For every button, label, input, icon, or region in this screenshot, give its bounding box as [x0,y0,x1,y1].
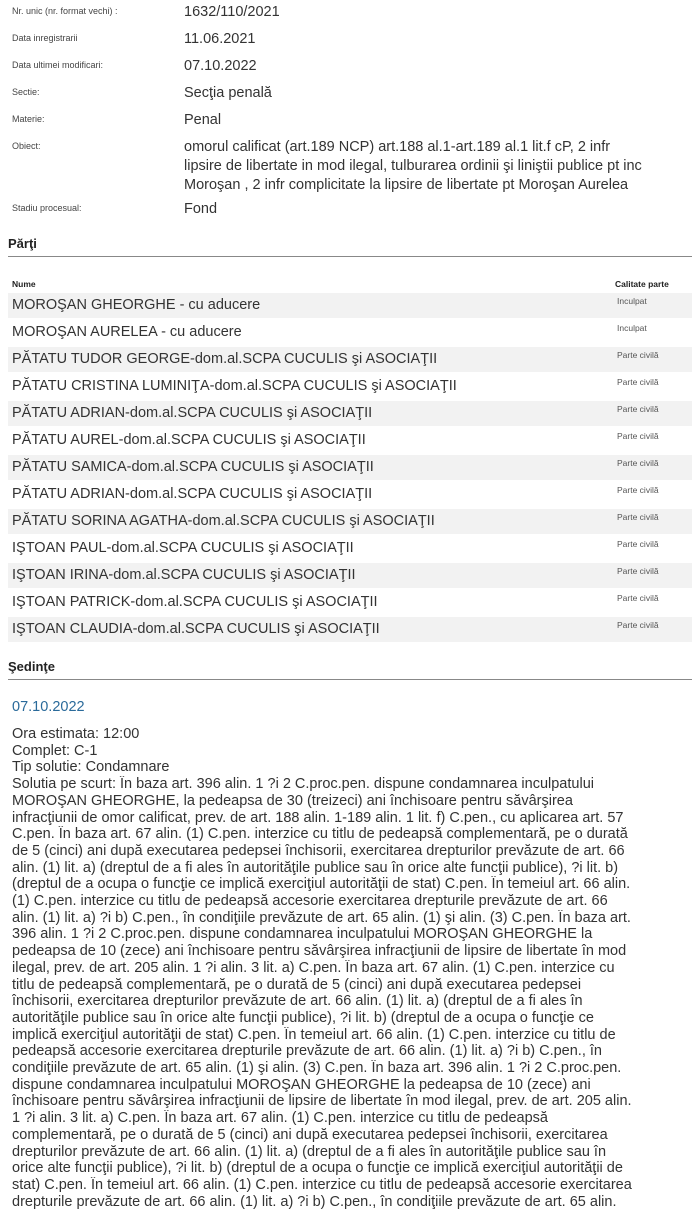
table-row [8,293,692,318]
party-calitate: Parte civilă [617,593,659,603]
party-name: IŞTOAN PAUL-dom.al.SCPA CUCULIS şi ASOCIAŢII [12,540,354,556]
party-name: IŞTOAN PATRICK-dom.al.SCPA CUCULIS şi ASOCIAŢII [12,594,378,610]
sedinta-line: MOROŞAN GHEORGHE, la pedeapsa de 30 (treizeci) ani închisoare pentru săvârşirea [12,792,573,809]
sedinta-line: orice alte funcţii publice), ?i lit. b) (dreptul de a ocupa o funcţie ce implică exerciţiul autorităţii de [12,1160,623,1177]
party-calitate: Inculpat [617,323,647,333]
parti-table-header [8,275,692,295]
info-row-nr-unic [0,3,700,27]
info-row-data-inregistrarii [0,30,700,54]
party-name: PĂTATU CRISTINA LUMINIŢA-dom.al.SCPA CUCULIS şi ASOCIAŢII [12,378,457,394]
info-label: Data inregistrarii [12,33,78,43]
sedinta-line: implică exerciţiul autorităţii de stat) C.pen. În temeiul art. 66 alin. (1) C.pen. interzice cu titlu de [12,1026,616,1043]
party-calitate: Parte civilă [617,566,659,576]
party-name: IŞTOAN CLAUDIA-dom.al.SCPA CUCULIS şi ASOCIAŢII [12,621,380,637]
sedinta-date: 07.10.2022 [12,699,85,715]
parti-title: Părţi [8,236,37,251]
sedinta-line: Solutia pe scurt: În baza art. 396 alin. 1 ?i 2 C.proc.pen. dispune condamnarea inculpatului [12,776,594,793]
table-row [8,374,692,399]
info-label: Materie: [12,114,45,124]
table-row [8,590,692,615]
info-value: Penal [184,112,222,128]
parti-divider [8,256,692,257]
sedinta-line: pedeapsă accesorie exercitarea drepturile prevăzute de art. 66 alin. (1) lit. a) ?i b) C.pen., în [12,1043,602,1060]
party-name: IŞTOAN IRINA-dom.al.SCPA CUCULIS şi ASOCIAŢII [12,567,356,583]
info-label: Sectie: [12,87,40,97]
party-calitate: Parte civilă [617,377,659,387]
col-header-nume: Nume [12,279,36,289]
party-name: PĂTATU SAMICA-dom.al.SCPA CUCULIS şi ASOCIAŢII [12,459,374,475]
sedinta-line: alin. (1) lit. a) (dreptul de a fi ales în autorităţile publice sau în orice alte funcţii publice), ?i lit. b) [12,859,619,876]
info-value: Fond [184,201,218,217]
table-row [8,563,692,588]
party-calitate: Parte civilă [617,512,659,522]
info-label: Nr. unic (nr. format vechi) : [12,6,118,16]
obiect-line: Moroşan , 2 infr complicitate la lipsire de libertate pt Moroşan Aurelea [184,177,629,193]
party-name: PĂTATU ADRIAN-dom.al.SCPA CUCULIS şi ASOCIAŢII [12,405,373,421]
party-calitate: Parte civilă [617,404,659,414]
party-name: MOROŞAN GHEORGHE - cu aducere [12,297,261,313]
sedinta-line: închisorii, exercitarea drepturilor prevăzute de art. 66 alin. (1) lit. a) (dreptul de a fi ales în [12,993,583,1010]
sedinte-divider [8,679,692,680]
table-row [8,509,692,534]
sedinte-title: Şedinţe [8,659,55,674]
sedinta-line: condiţiile prevăzute de art. 65 alin. (1) şi alin. (3) C.pen. În baza art. 396 alin. 1 ?i 2 C.proc.pen. [12,1060,622,1077]
table-row [8,401,692,426]
party-calitate: Parte civilă [617,350,659,360]
party-calitate: Parte civilă [617,431,659,441]
info-row-materie [0,111,700,135]
sedinta-line: drepturilor prevăzute de art. 66 alin. (1) lit. a) (dreptul de a fi ales în autorităţile publice sau în [12,1143,607,1160]
sedinta-line: ilegal, prev. de art. 205 alin. 1 ?i alin. 3 lit. a) C.pen. În baza art. 67 alin. (1) C.pen. interzice cu [12,959,615,976]
info-label: Data ultimei modificari: [12,60,104,70]
info-value-obiect [184,138,689,195]
party-name: MOROŞAN AURELEA - cu aducere [12,324,242,340]
sedinta-line: pedeapsa de 10 (zece) ani închisoare pentru săvârşirea infracţiunii de lipsire de libertate în mod [12,943,627,960]
sedinta-line: titlu de pedeapsă complementară, pe o durată de 5 (cinci) ani după executarea pedepsei [12,976,582,993]
sedinta-line: autorităţile publice sau în orice alte funcţii publice), ?i lit. b) (dreptul de a ocupa o funcţie ce [12,1009,594,1026]
col-header-calitate: Calitate parte [615,279,669,289]
party-name: PĂTATU AUREL-dom.al.SCPA CUCULIS şi ASOCIAŢII [12,432,366,448]
party-calitate: Parte civilă [617,539,659,549]
sedinta-line: (dreptul de a ocupa o funcţie ce implică exerciţiul autorităţii de stat) C.pen. În temeiul art. 66 alin. [12,876,631,893]
table-row [8,320,692,345]
party-name: PĂTATU ADRIAN-dom.al.SCPA CUCULIS şi ASOCIAŢII [12,486,373,502]
sedinta-line: închisoare pentru săvârşirea infracţiunii de lipsire de libertate în mod ilegal, prev. de art. 205 alin. [12,1093,632,1110]
party-calitate: Parte civilă [617,485,659,495]
info-label: Stadiu procesual: [12,203,82,213]
sedinta-line: 396 alin. 1 ?i 2 C.proc.pen. dispune condamnarea inculpatului MOROŞAN GHEORGHE la [12,926,593,943]
sedinta-line: (1) C.pen. interzice cu titlu de pedeapsă accesorie exercitarea drepturile prevăzute de art. 66 [12,893,608,910]
sedinta-line: dispune condamnarea inculpatului MOROŞAN GHEORGHE la pedeapsa de 10 (zece) ani [12,1076,591,1093]
party-calitate: Parte civilă [617,458,659,468]
sedinta-line: de 5 (cinci) ani după executarea pedepsei închisorii, exercitarea drepturilor prevăzute de art. 66 [12,842,625,859]
table-row [8,482,692,507]
sedinta-line: Tip solutie: Condamnare [12,759,170,776]
sedinta-line: complementară, pe o durată de 5 (cinci) ani după executarea pedepsei închisorii, exercitarea [12,1126,608,1143]
info-value: Secţia penală [184,85,272,101]
info-value: 11.06.2021 [184,31,256,47]
sedinta-line: C.pen. În baza art. 67 alin. (1) C.pen. interzice cu titlu de pedeapsă complementară, pe o durată [12,826,628,843]
party-calitate: Inculpat [617,296,647,306]
sedinta-line: Ora estimata: 12:00 [12,726,140,742]
info-value: 1632/110/2021 [184,4,280,20]
info-row-data-ultimei-modificari [0,57,700,81]
table-row [8,347,692,372]
sedinta-line: infracţiunii de omor calificat, prev. de art. 188 alin. 1-189 alin. 1 lit. f) C.pen., cu aplicarea art. 57 [12,809,624,826]
info-row-sectie [0,84,700,108]
sedinta-line: drepturile prevăzute de art. 66 alin. (1) lit. a) ?i b) C.pen., în condiţiile prevăzute de art. 65 alin. [12,1193,617,1210]
obiect-line: omorul calificat (art.189 NCP) art.188 al.1-art.189 al.1 lit.f cP, 2 infr [184,139,611,155]
sedinta-line: stat) C.pen. În temeiul art. 66 alin. (1) C.pen. interzice cu titlu de pedeapsă accesorie exercitarea [12,1176,632,1193]
table-row [8,455,692,480]
sedinta-line: 1 ?i alin. 3 lit. a) C.pen. În baza art. 67 alin. (1) C.pen. interzice cu titlu de pedeapsă [12,1110,548,1127]
obiect-line: lipsire de libertate in mod ilegal, tulburarea ordinii şi liniştii publice pt inc [184,158,642,174]
sedinta-details [12,726,697,1210]
party-name: PĂTATU SORINA AGATHA-dom.al.SCPA CUCULIS şi ASOCIAŢII [12,513,435,529]
party-calitate: Parte civilă [617,620,659,630]
table-row [8,536,692,561]
party-name: PĂTATU TUDOR GEORGE-dom.al.SCPA CUCULIS şi ASOCIAŢII [12,351,438,367]
info-row-obiect [0,138,700,198]
table-row [8,428,692,453]
sedinta-line: Complet: C-1 [12,742,98,759]
info-label: Obiect: [12,141,41,151]
sedinta-line: alin. (1) lit. a) ?i b) C.pen., în condiţiile prevăzute de art. 65 alin. (1) şi alin. (3) C.pen. În baza art. [12,909,631,926]
info-row-stadiu-procesual [0,200,700,224]
table-row [8,617,692,642]
info-value: 07.10.2022 [184,58,257,74]
